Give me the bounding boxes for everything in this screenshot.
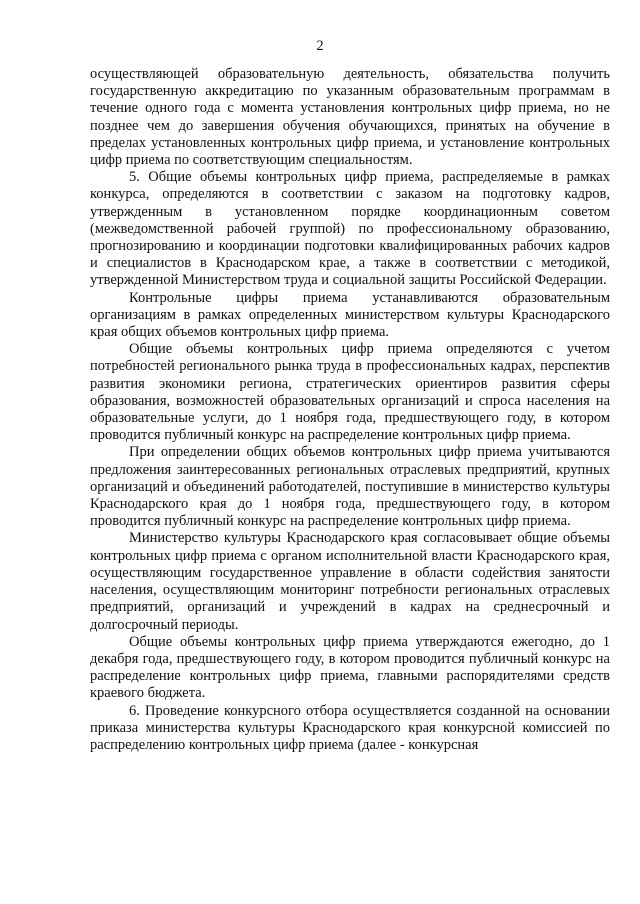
paragraph-item-5: 5. Общие объемы контрольных цифр приема, распределяемые в рамках конкурса, определяются в соответствии с заказом на подготовку кадров, утвержденным в установленном порядке координационным советом (межведомственной рабочей группой) по профессиональному образованию, прогнозированию и координации подготовки квалифицированных рабочих кадров и специалистов в Краснодарском крае, а также в соответствии с методикой, утвержденной Министерством труда и социальной защиты Российской Федерации. bbox=[90, 169, 610, 289]
paragraph-control-figures: Контрольные цифры приема устанавливаются образовательным организациям в рамках определенных министерством культуры Краснодарского края общих объемов контрольных цифр приема. bbox=[90, 289, 610, 341]
paragraph-ministry-approval: Министерство культуры Краснодарского края согласовывает общие объемы контрольных цифр приема с органом исполнительной власти Краснодарского края, осуществляющим государственное управление в области содействия занятости населения, осуществляющим мониторинг потребности региональных отраслевых предприятий, организаций и учреждений в кадрах на среднесрочный и долгосрочный периоды. bbox=[90, 530, 610, 633]
paragraph-continuation: осуществляющей образовательную деятельность, обязательства получить государственную аккредитацию по указанным образовательным программам в течение одного года с момента установления контрольных цифр приема, но не позднее чем до завершения обучения обучающихся, принятых на обучение в пределах установленных контрольных цифр приема, и установление контрольных цифр приема по соответствующим специальностям. bbox=[90, 66, 610, 169]
page-number: 2 bbox=[316, 38, 324, 54]
paragraph-employer-proposals: При определении общих объемов контрольных цифр приема учитываются предложения заинтересованных региональных отраслевых предприятий, крупных организаций и объединений работодателей, поступившие в министерство культуры Краснодарского края до 1 ноября года, предшествующего году, в котором проводится публичный конкурс на распределение контрольных цифр приема. bbox=[90, 444, 610, 530]
paragraph-annual-approval: Общие объемы контрольных цифр приема утверждаются ежегодно, до 1 декабря года, предшествующего году, в котором проводится публичный конкурс на распределение контрольных цифр приема, главными распорядителями средств краевого бюджета. bbox=[90, 633, 610, 702]
paragraph-general-volumes: Общие объемы контрольных цифр приема определяются с учетом потребностей регионального рынка труда в профессиональных кадрах, перспектив развития экономики региона, стратегических ориентиров развития сферы образования, возможностей образовательных организаций и спроса населения на образовательные услуги, до 1 ноября года, предшествующего году, в котором проводится публичный конкурс на распределение контрольных цифр приема. bbox=[90, 341, 610, 444]
paragraph-item-6: 6. Проведение конкурсного отбора осуществляется созданной на основании приказа министерства культуры Краснодарского края конкурсной комиссией по распределению контрольных цифр приема (далее - конкурсная bbox=[90, 702, 610, 753]
document-body bbox=[90, 66, 610, 754]
